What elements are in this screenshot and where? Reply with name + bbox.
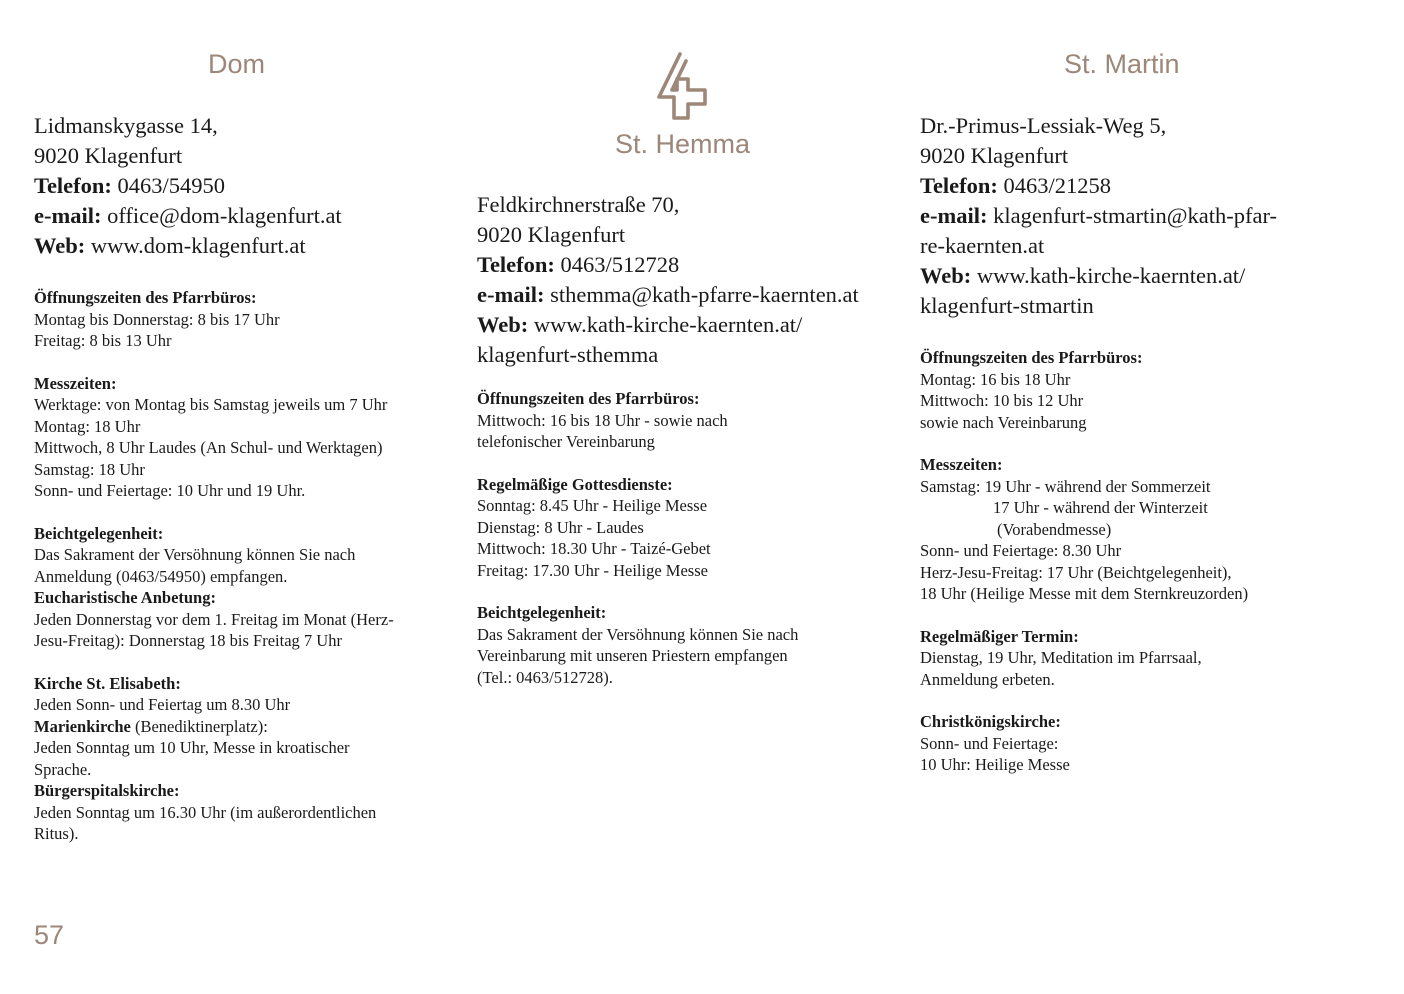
office-hours-title: Öffnungszeiten des Pfarrbüros: — [477, 389, 700, 408]
phone-line — [920, 171, 1277, 201]
address-line-1: Lidmanskygasse 14, — [34, 113, 218, 138]
mass-times-line: Sonn- und Feiertage: 8.30 Uhr — [920, 541, 1122, 560]
mass-times-line: Samstag: 18 Uhr — [34, 459, 145, 479]
services-line: Dienstag: 8 Uhr - Laudes — [477, 517, 644, 537]
confession-title: Beichtgelegenheit: — [477, 603, 607, 622]
mass-times-section — [34, 373, 394, 502]
stylized-cross-4-icon — [648, 50, 714, 126]
web-link[interactable]: www.kath-kirche-kaernten.at/ — [976, 263, 1246, 288]
address-line-2: 9020 Klagenfurt — [477, 222, 626, 247]
phone-number: 0463/512728 — [560, 252, 680, 277]
mass-times-line: Samstag: 19 Uhr - während der Sommerzeit — [920, 476, 1211, 496]
phone-line — [477, 250, 859, 280]
web-label: Web: — [477, 312, 529, 337]
web-link[interactable]: www.dom-klagenfurt.at — [90, 233, 306, 258]
regular-appointment-section — [920, 626, 1248, 691]
email-label: e-mail: — [920, 203, 988, 228]
phone-label: Telefon: — [477, 252, 555, 277]
address-line-1: Dr.-Primus-Lessiak-Weg 5, — [920, 113, 1167, 138]
info-block-st-martin — [920, 347, 1248, 776]
regular-appointment-title: Regelmäßiger Termin: — [920, 626, 1079, 646]
mass-times-title: Messzeiten: — [920, 455, 1003, 474]
mass-times-line: Mittwoch, 8 Uhr Laudes (An Schul- und Werktagen) — [34, 438, 383, 457]
web-line-continued[interactable]: klagenfurt-stmartin — [920, 293, 1094, 318]
mass-times-line: 18 Uhr (Heilige Messe mit dem Sternkreuzorden) — [920, 584, 1249, 603]
contact-block-st-hemma — [477, 190, 859, 370]
office-hours-line: sowie nach Vereinbarung — [920, 412, 1087, 432]
heading-st-martin: St. Martin — [1064, 49, 1180, 79]
confession-line: Anmeldung (0463/54950) empfangen. — [34, 566, 288, 586]
email-address[interactable]: sthemma@kath-pfarre-kaernten.at — [550, 282, 859, 307]
web-label: Web: — [34, 233, 86, 258]
email-address[interactable]: office@dom-klagenfurt.at — [107, 203, 342, 228]
confession-line: Das Sakrament der Versöhnung können Sie nach — [477, 624, 799, 644]
elisabeth-title: Kirche St. Elisabeth: — [34, 673, 181, 693]
buergerspital-line: Ritus). — [34, 824, 79, 843]
office-hours-section — [34, 287, 394, 352]
adoration-title: Eucharistische Anbetung: — [34, 588, 216, 607]
services-title: Regelmäßige Gottesdienste: — [477, 474, 673, 494]
info-block-dom — [34, 287, 394, 845]
email-line — [34, 201, 342, 231]
christkoenig-line: 10 Uhr: Heilige Messe — [920, 755, 1070, 774]
services-line: Freitag: 17.30 Uhr - Heilige Messe — [477, 560, 708, 580]
heading-st-hemma: St. Hemma — [615, 129, 751, 159]
office-hours-title: Öffnungszeiten des Pfarrbüros: — [920, 348, 1143, 367]
mass-times-line: 17 Uhr - während der Winterzeit — [993, 498, 1208, 517]
confession-line: Vereinbarung mit unseren Priestern empfangen — [477, 646, 788, 665]
buergerspital-line: Jeden Sonntag um 16.30 Uhr (im außerordentlichen — [34, 802, 377, 822]
contact-block-dom — [34, 111, 342, 261]
confession-title: Beichtgelegenheit: — [34, 523, 164, 543]
email-address[interactable]: klagenfurt-stmartin@kath-pfar- — [993, 203, 1278, 228]
mass-times-line: Sonn- und Feiertage: 10 Uhr und 19 Uhr. — [34, 481, 306, 500]
buergerspital-section — [34, 780, 394, 845]
christkoenig-title: Christkönigskirche: — [920, 712, 1061, 731]
email-label: e-mail: — [34, 203, 102, 228]
office-hours-line: Mittwoch: 10 bis 12 Uhr — [920, 391, 1084, 410]
email-line-continued[interactable]: re-kaernten.at — [920, 233, 1045, 258]
marienkirche-title: Marienkirche — [34, 716, 131, 736]
info-block-st-hemma — [477, 388, 798, 688]
address-line-2: 9020 Klagenfurt — [920, 143, 1069, 168]
page-number: 57 — [34, 920, 65, 950]
christkoenig-section — [920, 711, 1248, 776]
web-line — [477, 310, 859, 340]
heading-dom: Dom — [208, 49, 266, 79]
marienkirche-location: (Benediktinerplatz): — [130, 716, 268, 736]
mass-times-section — [920, 454, 1248, 605]
office-hours-line: Mittwoch: 16 bis 18 Uhr - sowie nach — [477, 410, 728, 430]
web-label: Web: — [920, 263, 972, 288]
office-hours-line: Montag: 16 bis 18 Uhr — [920, 369, 1071, 389]
address-line-1: Feldkirchnerstraße 70, — [477, 192, 680, 217]
adoration-line: Jeden Donnerstag vor dem 1. Freitag im Monat (Herz- — [34, 609, 394, 629]
confession-section — [34, 523, 394, 588]
web-line — [34, 231, 342, 261]
marienkirche-section — [34, 716, 394, 781]
elisabeth-line: Jeden Sonn- und Feiertag um 8.30 Uhr — [34, 695, 291, 714]
email-line — [920, 201, 1277, 231]
marienkirche-heading — [34, 716, 394, 738]
confession-section — [477, 602, 798, 688]
office-hours-title: Öffnungszeiten des Pfarrbüros: — [34, 288, 257, 307]
marienkirche-line: Jeden Sonntag um 10 Uhr, Messe in kroatischer — [34, 738, 350, 757]
marienkirche-line: Sprache. — [34, 759, 92, 779]
phone-number: 0463/54950 — [117, 173, 226, 198]
buergerspital-title: Bürgerspitalskirche: — [34, 781, 180, 800]
office-hours-line: Montag bis Donnerstag: 8 bis 17 Uhr — [34, 309, 280, 329]
christkoenig-line: Sonn- und Feiertage: — [920, 733, 1059, 753]
mass-times-line: Herz-Jesu-Freitag: 17 Uhr (Beichtgelegenheit), — [920, 562, 1232, 582]
mass-times-line: Werktage: von Montag bis Samstag jeweils um 7 Uhr — [34, 395, 388, 414]
office-hours-line: Freitag: 8 bis 13 Uhr — [34, 331, 172, 350]
adoration-section — [34, 587, 394, 652]
web-line — [920, 261, 1277, 291]
confession-line: (Tel.: 0463/512728). — [477, 667, 613, 687]
address-line-2: 9020 Klagenfurt — [34, 143, 183, 168]
email-label: e-mail: — [477, 282, 545, 307]
web-line-continued[interactable]: klagenfurt-sthemma — [477, 342, 659, 367]
phone-label: Telefon: — [34, 173, 112, 198]
services-line: Mittwoch: 18.30 Uhr - Taizé-Gebet — [477, 539, 711, 558]
regular-appointment-line: Anmeldung erbeten. — [920, 669, 1055, 689]
email-line — [477, 280, 859, 310]
services-line: Sonntag: 8.45 Uhr - Heilige Messe — [477, 496, 708, 515]
elisabeth-section — [34, 673, 394, 716]
mass-times-line: (Vorabendmesse) — [997, 519, 1112, 539]
contact-block-st-martin — [920, 111, 1277, 321]
adoration-line: Jesu-Freitag): Donnerstag 18 bis Freitag 7 Uhr — [34, 631, 342, 650]
office-hours-section — [920, 347, 1248, 433]
phone-number: 0463/21258 — [1003, 173, 1112, 198]
office-hours-section — [477, 388, 798, 453]
services-section — [477, 474, 798, 582]
phone-label: Telefon: — [920, 173, 998, 198]
confession-line: Das Sakrament der Versöhnung können Sie nach — [34, 545, 356, 564]
mass-times-line: Montag: 18 Uhr — [34, 416, 141, 436]
phone-line — [34, 171, 342, 201]
mass-times-title: Messzeiten: — [34, 373, 117, 393]
regular-appointment-line: Dienstag, 19 Uhr, Meditation im Pfarrsaal, — [920, 648, 1202, 667]
office-hours-line: telefonischer Vereinbarung — [477, 432, 655, 451]
web-link[interactable]: www.kath-kirche-kaernten.at/ — [533, 312, 803, 337]
